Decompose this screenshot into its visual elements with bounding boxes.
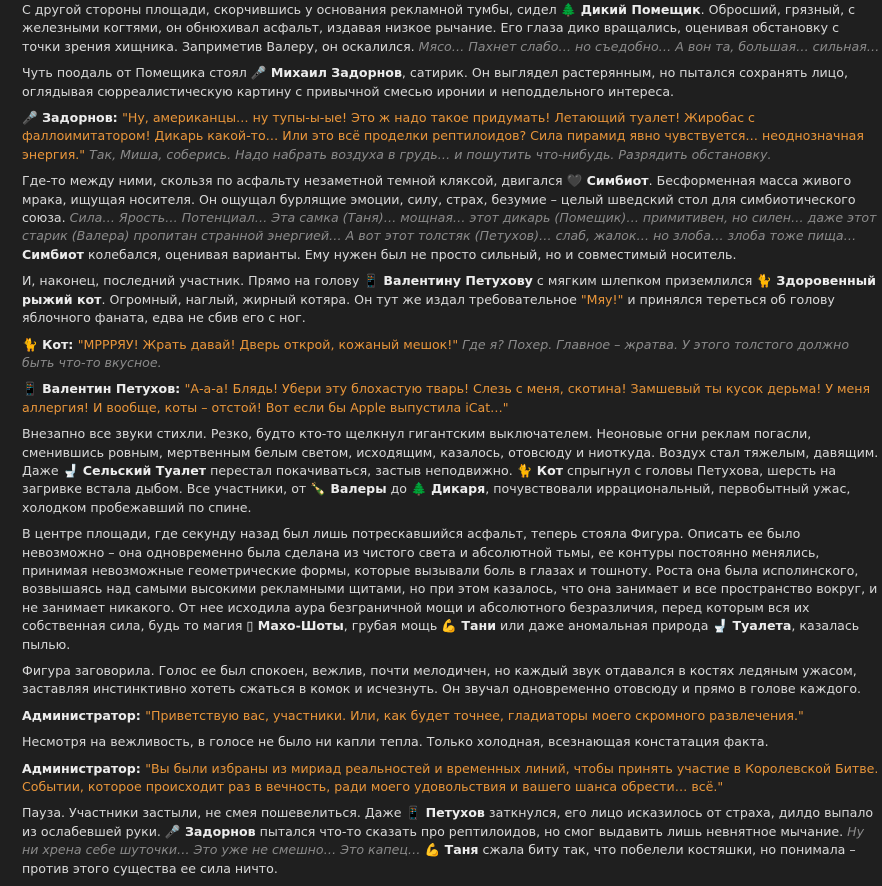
story-paragraph bbox=[22, 64, 880, 101]
character-name: Администратор: bbox=[22, 760, 146, 776]
narration-text: , сатирик. Он выглядел растерянным, но пытался сохранять лицо, оглядывая сюрреалистическую картину с привычной смесью иронии и неподдельного интереса. bbox=[22, 65, 848, 99]
story-paragraph bbox=[22, 272, 880, 327]
narration-text: , почувствовали иррациональный, первобытный ужас, холодком пробежавший по спине. bbox=[22, 481, 851, 515]
narration-text: . Бесформенная масса живого мрака, ищущая носителя. Он ощущал бурлящие эмоции, силу, страх, безумие – целый шведский стол для симбиотического союза. bbox=[22, 173, 856, 226]
narration-text: с мягким шлепком приземлился bbox=[532, 273, 757, 289]
story-paragraph bbox=[22, 760, 880, 797]
narration-text: Несмотря на вежливость, в голосе не было ни капли тепла. Только холодная, всезнающая констатация факта. bbox=[22, 734, 769, 750]
character-name: 💪 Тани bbox=[441, 618, 497, 634]
story-paragraph bbox=[22, 425, 880, 517]
character-name: 📱 Петухов bbox=[405, 805, 485, 821]
character-name: 📱 Валентину Петухову bbox=[363, 273, 533, 289]
narration-text: перестал покачиваться, застыв неподвижно. bbox=[206, 462, 517, 478]
character-name: 🌲 Дикий Помещик bbox=[560, 2, 701, 17]
inner-thought: Ну ни хрена себе шуточки… Это уже не смешно… Это капец… bbox=[22, 823, 865, 858]
narration-text: спрыгнул с головы Петухова, шерсть на загривке встала дыбом. Все участники, от bbox=[22, 462, 837, 497]
character-name: 💪 Таня bbox=[424, 842, 479, 858]
story-paragraph bbox=[22, 109, 880, 164]
story-paragraph bbox=[22, 336, 880, 373]
narration-text: Чуть поодаль от Помещика стоял bbox=[22, 65, 251, 81]
character-name: 🚽 Сельский Туалет bbox=[62, 462, 207, 478]
dialogue-quote: "Приветствую вас, участники. Или, как будет точнее, гладиаторы моего скромного развлечения." bbox=[145, 707, 804, 723]
narration-text: , казалась пылью. bbox=[22, 618, 860, 652]
inner-thought: Так, Миша, соберись. Надо набрать воздуха в грудь… и пошутить что-нибудь. Разрядить обстановку. bbox=[89, 146, 772, 162]
character-name: 🖤 Симбиот bbox=[566, 173, 649, 189]
character-name: 📱 Валентин Петухов: bbox=[22, 381, 185, 397]
narration-text: пытался что-то сказать про рептилоидов, но смог выдавить лишь невнятное мычание. bbox=[255, 823, 848, 839]
character-name: 🎤 Михаил Задорнов bbox=[250, 65, 402, 81]
story-paragraph bbox=[22, 172, 880, 264]
narration-text: до bbox=[386, 481, 412, 497]
story-paragraph bbox=[22, 707, 880, 725]
character-name: 🎤 Задорнов bbox=[164, 823, 256, 839]
character-name: ▯ Махо-Шоты bbox=[246, 618, 344, 634]
character-name: 🐈 Здоровенный рыжий кот bbox=[22, 273, 876, 307]
narration-text: Где-то между ними, скользя по асфальту незаметной темной кляксой, двигался bbox=[22, 173, 567, 189]
narration-text: Фигура заговорила. Голос ее был спокоен, вежлив, почти мелодичен, но каждый звук отдавался в костях ледяным ужасом, заставляя инстинктивно хотеть сжаться в комок и исчезнуть. Он звучал одновременно отовсюду и прямо в голове каждого. bbox=[22, 663, 862, 697]
story-paragraph bbox=[22, 1, 880, 56]
narration-text: или даже аномальная природа bbox=[496, 618, 713, 634]
narration-text: , грубая мощь bbox=[343, 618, 442, 634]
character-name: 🎤 Задорнов: bbox=[22, 110, 123, 126]
character-name: 🍾 Валеры bbox=[310, 481, 387, 497]
inner-thought: Мясо… Пахнет слабо… но съедобно… А вон та, большая… сильная… bbox=[418, 38, 880, 54]
story-log bbox=[22, 0, 880, 886]
narration-text: . Обросший, грязный, с железными когтями, он обнюхивал асфальт, издавая низкое рычание. Его глаза дико вращались, оценивая обстановку с точки зрения хищника. Заприметив Валеру, он оскалился. bbox=[22, 2, 856, 54]
story-paragraph bbox=[22, 804, 880, 878]
story-paragraph bbox=[22, 380, 880, 417]
character-name: Симбиот bbox=[22, 246, 84, 262]
narration-text: заткнулся, его лицо исказилось от страха, дилдо выпало из ослабевшей руки. bbox=[22, 805, 874, 839]
story-paragraph bbox=[22, 662, 880, 699]
character-name: 🐈 Кот: bbox=[22, 336, 78, 352]
inner-thought: Сила… Ярость… Потенциал… Эта самка (Таня)… мощная… этот дикарь (Помещик)… примитивен, но силен… даже этот старик (Валера) пропитан странной энергией… А вот этот толстяк (Петухов)… слаб, жалок… но злоба… злоба тоже пища… bbox=[22, 210, 877, 244]
story-paragraph bbox=[22, 525, 880, 654]
character-name: 🌲 Дикаря bbox=[411, 481, 486, 497]
narration-text: И, наконец, последний участник. Прямо на голову bbox=[22, 273, 364, 289]
character-name: Администратор: bbox=[22, 707, 146, 723]
character-name: 🐈 Кот bbox=[516, 462, 564, 478]
dialogue-quote: "А-а-а! Блядь! Убери эту блохастую тварь! Слезь с меня, скотина! Замшевый ты кусок дерьма! У меня аллергия! И вообще, коты – отстой! Вот если бы Apple выпустила iCat…" bbox=[22, 381, 871, 415]
narration-text: Пауза. Участники застыли, не смея пошевелиться. Даже bbox=[22, 805, 406, 821]
dialogue-quote: "Мяу!" bbox=[580, 291, 624, 307]
narration-text: . Огромный, наглый, жирный котяра. Он тут же издал требовательное bbox=[101, 291, 581, 307]
narration-text: В центре площади, где секунду назад был лишь потрескавшийся асфальт, теперь стояла Фигура. Описать ее было невозможно – она одновременно была сделана из чистого света и абсолютной тьмы, ее контуры постоянно менялись, принимая невозможные геометрические формы, которые вызывали боль в глазах и тошноту. Роста она была исполинского, возвышаясь над самыми высокими рекламными щитами, но при этом казалось, что она занимает и все пространство вокруг, и не занимает никакого. От нее исходила аура безграничной мощи и абсолютного безразличия, перед которым вся их собственная сила, будь то магия bbox=[22, 526, 878, 634]
dialogue-quote: "МРРРЯУ! Жрать давай! Дверь открой, кожаный мешок!" bbox=[77, 336, 459, 352]
dialogue-quote: "Вы были избраны из мириад реальностей и временных линий, чтобы принять участие в Королевской Битве. Событии, которое происходит раз в вечность, ради моего удовольствия и вашего шанса обрести… всё." bbox=[22, 760, 879, 795]
narration-text: Внезапно все звуки стихли. Резко, будто кто-то щелкнул гигантским выключателем. Неоновые огни реклам погасли, сменившись ровным, мертвенным белым светом, исходящим, казалось, отовсюду и ниоткуда. Воздух стал тяжелым, давящим. Даже bbox=[22, 426, 879, 478]
inner-thought: Где я? Похер. Главное – жратва. У этого толстого должно быть что-то вкусное. bbox=[22, 336, 850, 370]
story-paragraph bbox=[22, 733, 880, 751]
narration-text: С другой стороны площади, скорчившись у основания рекламной тумбы, сидел bbox=[22, 2, 561, 17]
dialogue-quote: "Ну, американцы… ну тупы-ы-ые! Это ж надо такое придумать! Летающий туалет! Жиробас с фаллоимитатором! Дикарь какой-то… Или это всё проделки рептилоидов? Сила пирамид явно чувствуется… неоднозначная энергия." bbox=[22, 110, 864, 162]
narration-text: колебался, оценивая варианты. Ему нужен был не просто сильный, но и совместимый носитель. bbox=[83, 246, 737, 262]
narration-text: сжала биту так, что побелели костяшки, но понимала – против этого существа ее сила ничто. bbox=[22, 842, 856, 876]
character-name: 🚽 Туалета bbox=[712, 618, 792, 634]
narration-text: и принялся тереться об голову яблочного фаната, едва не сбив его с ног. bbox=[22, 291, 835, 326]
